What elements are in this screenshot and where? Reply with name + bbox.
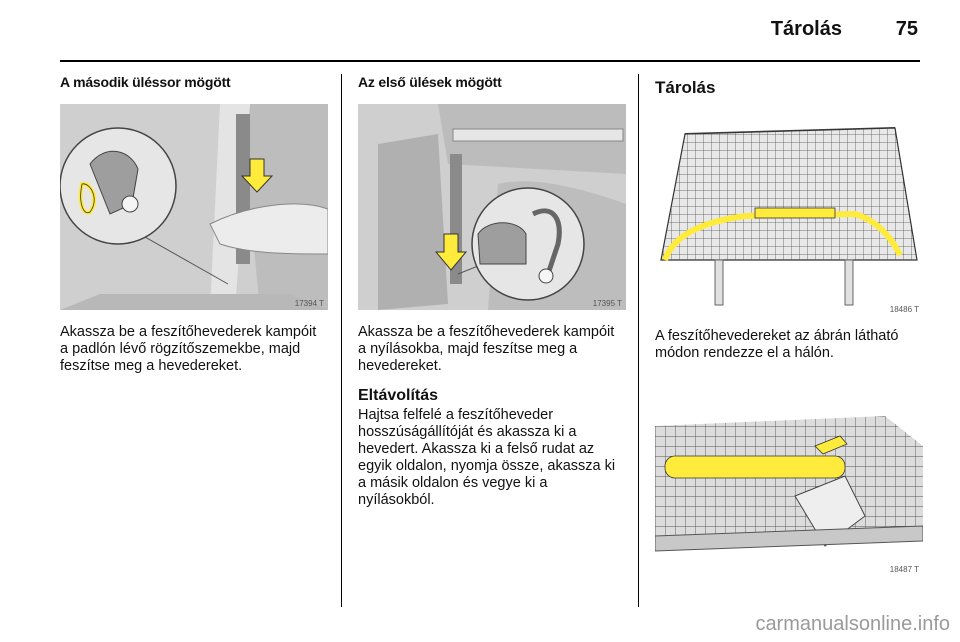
paragraph-removal: Hajtsa felfelé a feszítőheveder hosszúságállítóját és akassza ki a hevedert. Akassza ki a felső rudat az egyik oldalon, nyomja össze, akassza ki a másik oldalon és vegye ki a nyílásokból. (358, 407, 616, 508)
header-title: Tárolás (770, 18, 842, 40)
page-header (0, 0, 960, 60)
figure-code: 17394 T (294, 299, 324, 308)
page-number: 75 (895, 18, 918, 40)
figure-net-rolled (655, 406, 923, 576)
header-rule (60, 60, 920, 62)
watermark: carmanualsonline.info (755, 613, 950, 635)
figure-code: 17395 T (592, 299, 622, 308)
figure-code: 18486 T (889, 305, 919, 314)
illustration-net-storage (655, 110, 923, 316)
column-1 (60, 74, 328, 375)
column-3 (655, 74, 923, 576)
illustration-second-row (60, 104, 328, 310)
paragraph-front-seats: Akassza be a feszítőhevederek kampóit a nyílásokba, majd feszítse meg a hevedereket. (358, 324, 615, 374)
figure-code: 18487 T (889, 565, 919, 574)
figure-front-seats (358, 104, 626, 310)
column-divider-1 (341, 74, 342, 607)
subheading-removal: Eltávolítás (358, 387, 439, 404)
column-2 (358, 74, 626, 509)
illustration-front-seats (358, 104, 626, 310)
section-heading-behind-second-row: A második üléssor mögött (60, 74, 231, 90)
section-heading-storage: Tárolás (655, 78, 716, 97)
paragraph-storage: A feszítőhevedereket az ábrán látható módon rendezze el a hálón. (655, 328, 899, 361)
illustration-net-rolled (655, 406, 923, 576)
figure-net-storage (655, 110, 923, 316)
paragraph-second-row: Akassza be a feszítőhevederek kampóit a padlón lévő rögzítőszemekbe, majd feszítse meg a hevedereket. (60, 324, 317, 374)
column-divider-2 (638, 74, 639, 607)
section-heading-behind-front-seats: Az első ülések mögött (358, 74, 502, 90)
figure-second-row (60, 104, 328, 310)
